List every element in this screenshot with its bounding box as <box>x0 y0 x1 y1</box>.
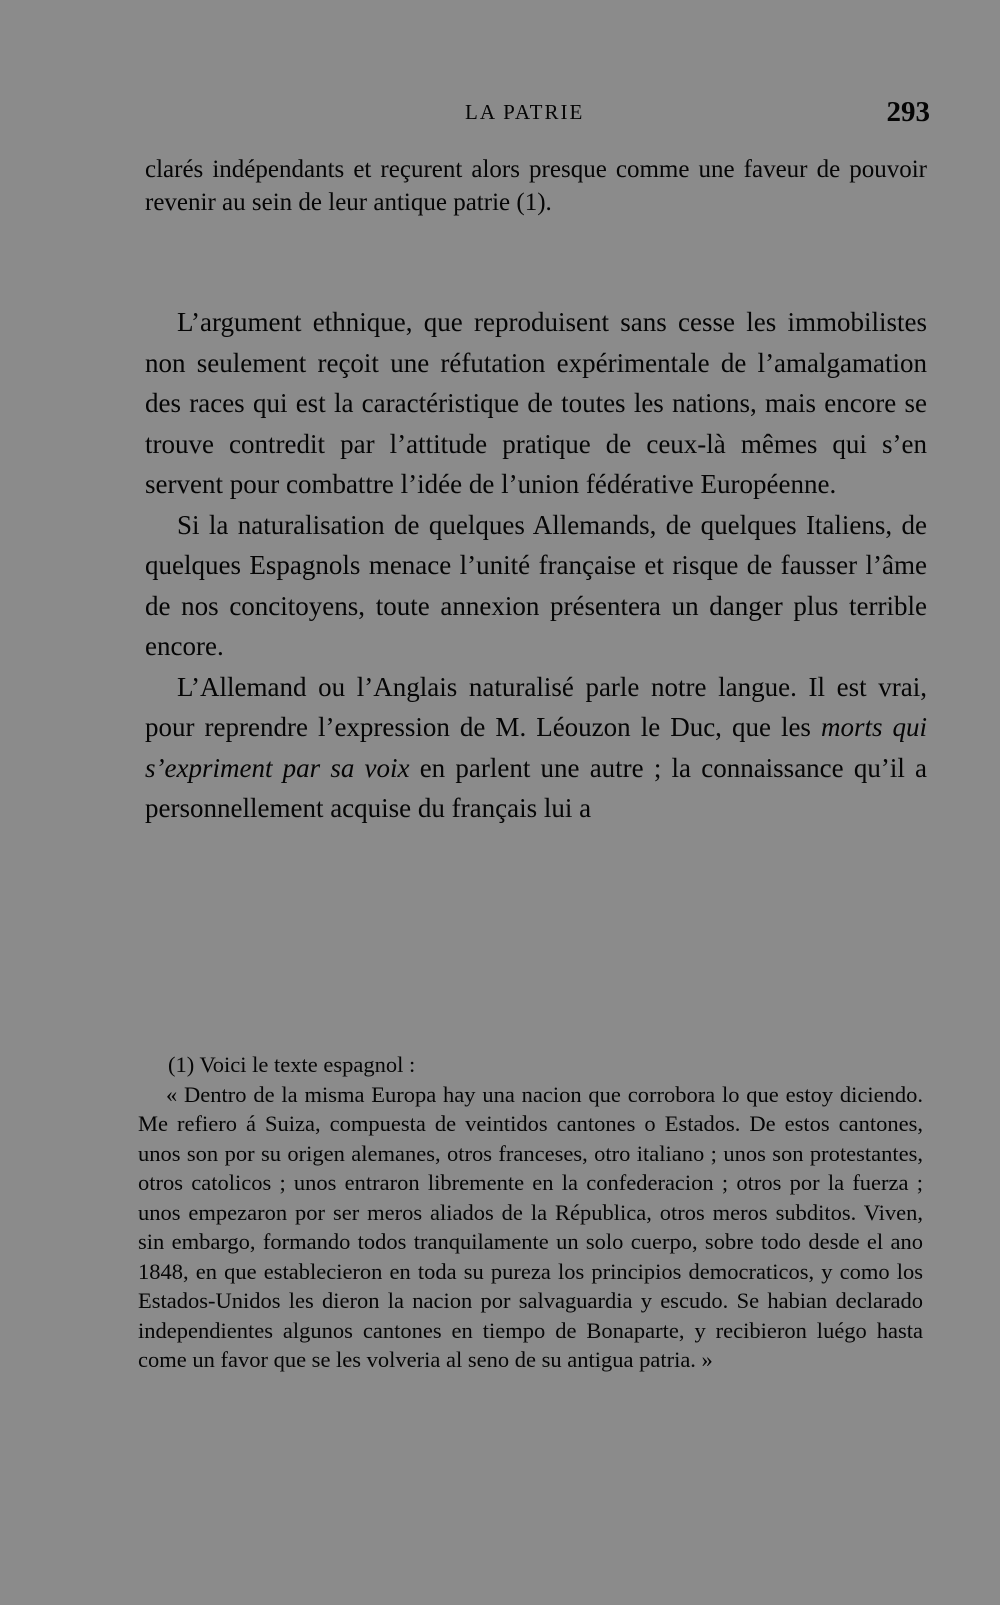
paragraph-language-end: en parlent une autre ; la connaissance qu’il a personnellement acquise du français lui a <box>145 752 927 823</box>
footnote-intro: (1) Voici le texte espagnol : <box>168 1052 416 1077</box>
continuation-text: clarés indépendants et reçurent alors presque comme une faveur de pouvoir revenir au sein de leur antique patrie (1). <box>145 156 927 216</box>
running-head <box>145 96 930 130</box>
continuation-paragraph <box>145 153 927 219</box>
paragraph-language <box>145 667 927 829</box>
main-text <box>145 302 927 829</box>
paragraph-language-start: L’Allemand ou l’Anglais naturalisé parle notre langue. Il est vrai, pour reprendre l’expression de M. Léouzon le Duc, que les <box>145 671 927 742</box>
running-title: LA PATRIE <box>465 100 585 124</box>
paragraph-naturalisation: Si la naturalisation de quelques Allemands, de quelques Italiens, de quelques Espagnols menace l’unité française et risque de fausser l’âme de nos concitoyens, toute annexion présentera un danger plus terrible encore. <box>145 509 927 661</box>
paragraph-language-italic: morts qui s’expriment par sa voix <box>145 712 927 783</box>
footnote-spanish-quote: « Dentro de la misma Europa hay una nacion que corrobora lo que estoy diciendo. Me refiero á Suiza, compuesta de veintidos cantones o Estados. De estos cantones, unos son por su origen alemanes, otros franceses, otro italiano ; unos son protestantes, otros catolicos ; unos entraron libremente en la confederacion ; otros por la fuerza ; unos empezaron por ser meros aliados de la Républica, otros meros subditos. Viven, sin embargo, formando todos tranquilamente un solo cuerpo, sobre todo desde el ano 1848, en que establecieron en toda su pureza los principios democraticos, y como los Estados-Unidos les dieron la nacion por salvaguardia y escudo. Se habian declarado independientes algunos cantones en tiempo de Bonaparte, y recibieron luégo hasta come un favor que se les volveria al seno de su antigua patria. » <box>138 1081 923 1372</box>
page-number: 293 <box>886 96 930 128</box>
paragraph-ethnic-argument: L’argument ethnique, que reproduisent sans cesse les immobilistes non seulement reçoit une réfutation expérimentale de l’amalgamation des races qui est la caractéristique de toutes les nations, mais encore se trouve contredit par l’attitude pratique de ceux-là mêmes qui s’en servent pour combattre l’idée de l’union fédérative Européenne. <box>145 307 927 499</box>
footnote <box>138 1050 923 1375</box>
